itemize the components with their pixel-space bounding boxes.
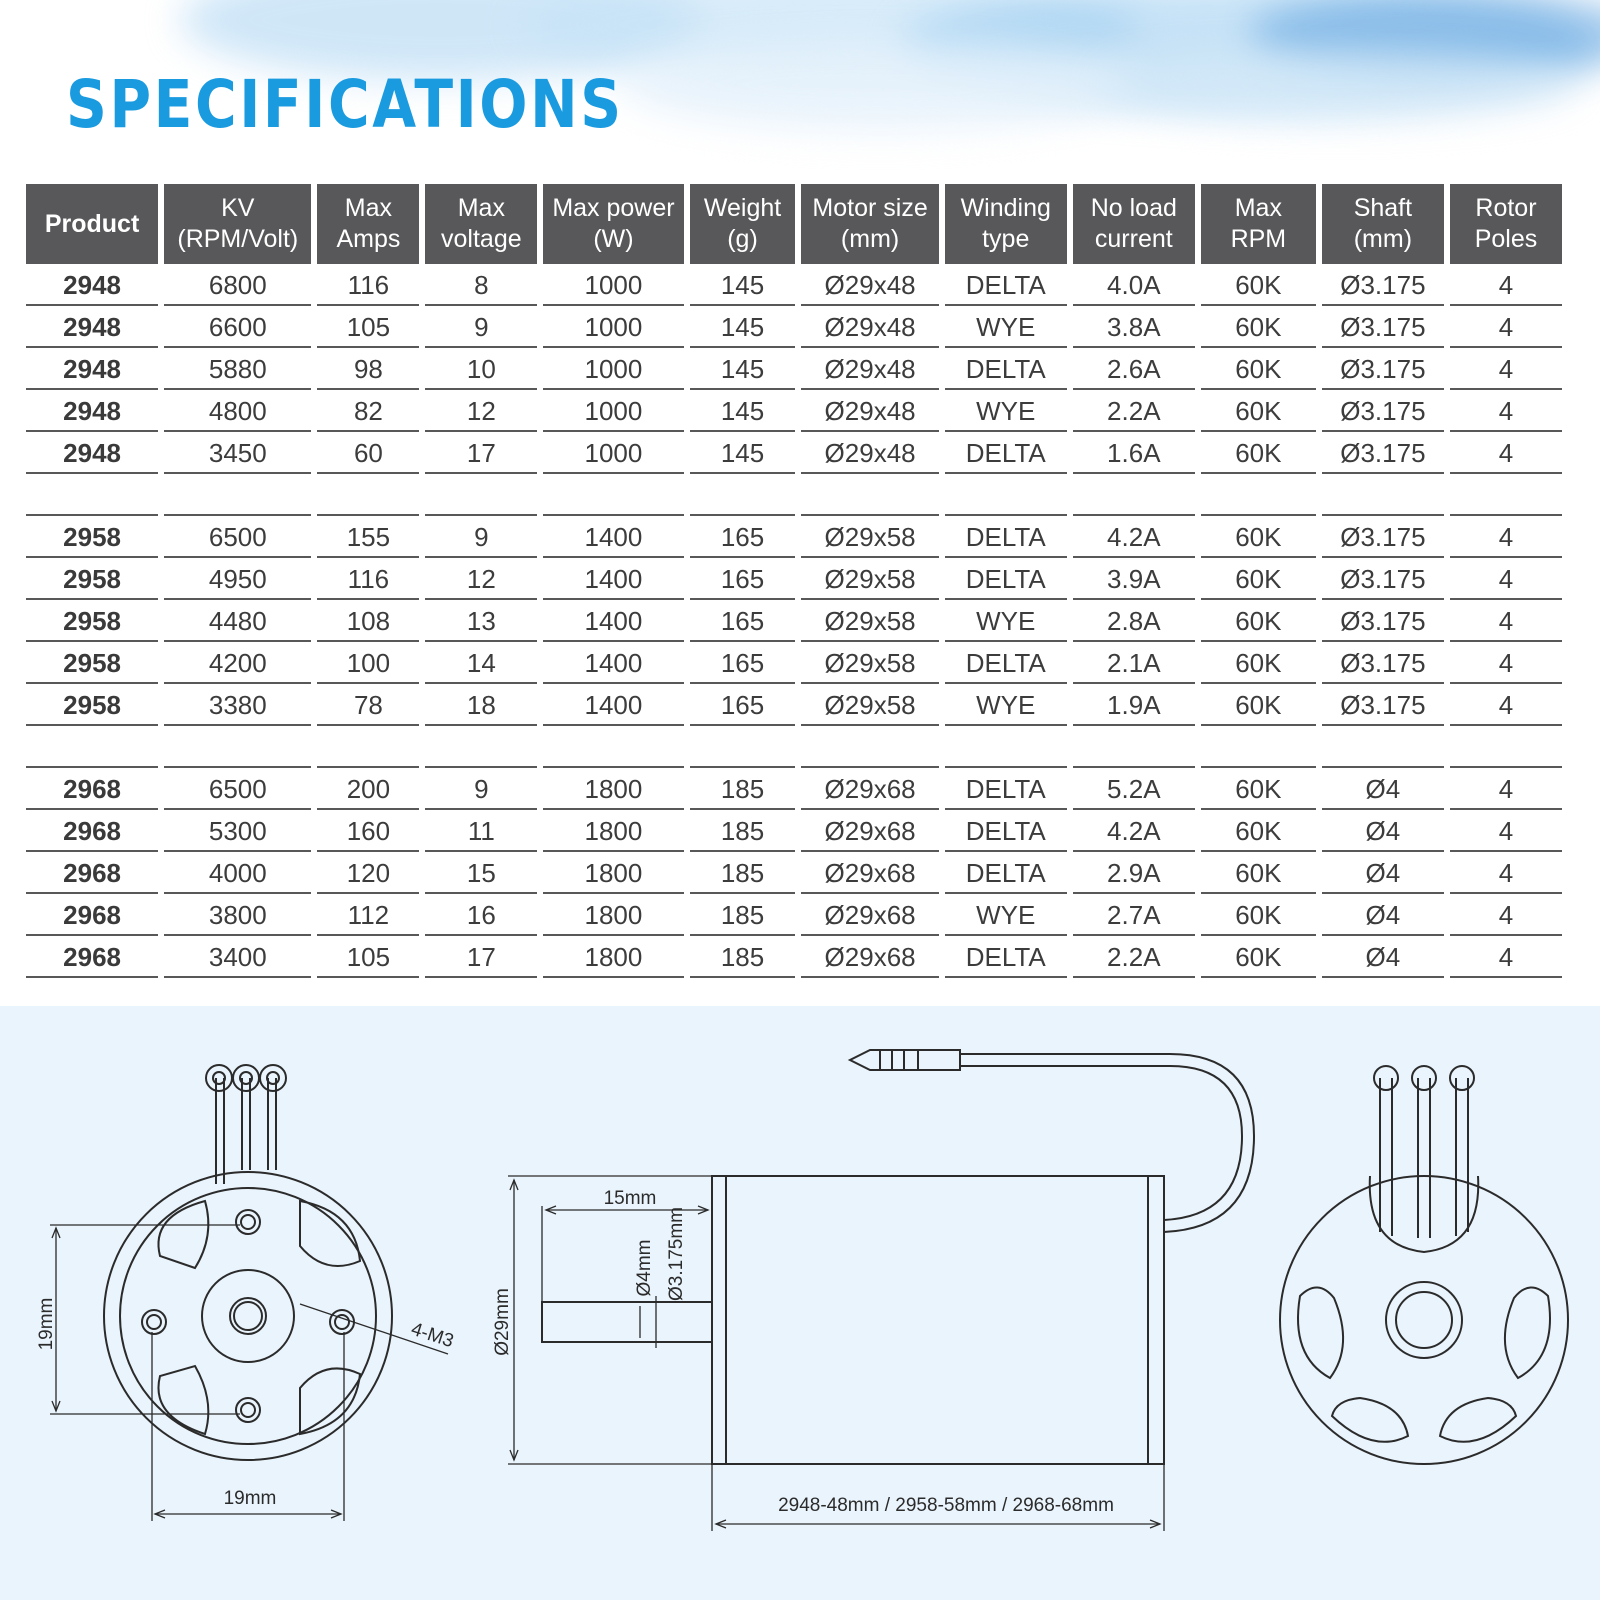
- spacer-cell: [1073, 474, 1195, 516]
- cell-rotor-poles: 4: [1450, 348, 1562, 390]
- cell-kv: 6800: [164, 264, 311, 306]
- cell-shaft: Ø3.175: [1322, 306, 1444, 348]
- cell-kv: 4200: [164, 642, 311, 684]
- spacer-cell: [317, 726, 419, 768]
- table-row: [26, 264, 1562, 306]
- cell-shaft: Ø4: [1322, 810, 1444, 852]
- table-row: [26, 894, 1562, 936]
- cell-winding-type: DELTA: [945, 516, 1067, 558]
- shaft-length-label: 15mm: [603, 1188, 657, 1209]
- cell-shaft: Ø3.175: [1322, 264, 1444, 306]
- cell-no-load-current: 2.1A: [1073, 642, 1195, 684]
- spacer-cell: [690, 726, 796, 768]
- cell-winding-type: WYE: [945, 600, 1067, 642]
- cell-max-power: 1800: [543, 810, 683, 852]
- table-row: [26, 936, 1562, 978]
- cell-motor-size: Ø29x58: [801, 684, 938, 726]
- cell-winding-type: DELTA: [945, 810, 1067, 852]
- cell-max-rpm: 60K: [1201, 642, 1316, 684]
- cell-kv: 5300: [164, 810, 311, 852]
- spacer-cell: [1450, 474, 1562, 516]
- cell-no-load-current: 5.2A: [1073, 768, 1195, 810]
- front-height-label: 19mm: [36, 1297, 57, 1351]
- cell-max-voltage: 17: [425, 936, 537, 978]
- cell-no-load-current: 3.8A: [1073, 306, 1195, 348]
- cell-max-voltage: 13: [425, 600, 537, 642]
- cell-shaft: Ø3.175: [1322, 558, 1444, 600]
- cell-motor-size: Ø29x68: [801, 810, 938, 852]
- cell-max-power: 1000: [543, 264, 683, 306]
- header-kv: KV (RPM/Volt): [164, 184, 311, 264]
- body-diameter-label: Ø29mm: [492, 1288, 513, 1356]
- cell-max-rpm: 60K: [1201, 810, 1316, 852]
- cell-kv: 3400: [164, 936, 311, 978]
- cell-winding-type: DELTA: [945, 264, 1067, 306]
- spacer-cell: [543, 474, 683, 516]
- cell-weight: 165: [690, 600, 796, 642]
- cell-no-load-current: 2.8A: [1073, 600, 1195, 642]
- cell-kv: 4800: [164, 390, 311, 432]
- cell-product: 2958: [26, 516, 158, 558]
- rear-view-drawing: [1280, 1066, 1568, 1464]
- cell-kv: 4950: [164, 558, 311, 600]
- header-weight: Weight (g): [690, 184, 796, 264]
- cell-max-voltage: 17: [425, 432, 537, 474]
- cell-kv: 5880: [164, 348, 311, 390]
- cell-max-amps: 98: [317, 348, 419, 390]
- spacer-cell: [945, 726, 1067, 768]
- cell-shaft: Ø4: [1322, 852, 1444, 894]
- spacer-cell: [801, 474, 938, 516]
- cell-product: 2948: [26, 264, 158, 306]
- cell-product: 2968: [26, 936, 158, 978]
- spacer-cell: [164, 474, 311, 516]
- cell-max-power: 1000: [543, 390, 683, 432]
- cell-kv: 4000: [164, 852, 311, 894]
- header-shaft: Shaft (mm): [1322, 184, 1444, 264]
- table-row: [26, 516, 1562, 558]
- cell-weight: 185: [690, 768, 796, 810]
- cell-rotor-poles: 4: [1450, 768, 1562, 810]
- cell-motor-size: Ø29x48: [801, 264, 938, 306]
- cell-kv: 3450: [164, 432, 311, 474]
- shaft-dia-small-label: Ø3.175mm: [666, 1207, 687, 1301]
- cell-max-power: 1000: [543, 348, 683, 390]
- cell-winding-type: DELTA: [945, 768, 1067, 810]
- cell-no-load-current: 4.0A: [1073, 264, 1195, 306]
- cell-rotor-poles: 4: [1450, 264, 1562, 306]
- cell-max-rpm: 60K: [1201, 516, 1316, 558]
- cell-max-amps: 108: [317, 600, 419, 642]
- cell-weight: 145: [690, 306, 796, 348]
- cell-max-amps: 120: [317, 852, 419, 894]
- header-rotor-poles: Rotor Poles: [1450, 184, 1562, 264]
- cell-product: 2958: [26, 642, 158, 684]
- cell-rotor-poles: 4: [1450, 810, 1562, 852]
- cell-motor-size: Ø29x58: [801, 516, 938, 558]
- cell-motor-size: Ø29x68: [801, 852, 938, 894]
- cell-no-load-current: 3.9A: [1073, 558, 1195, 600]
- cell-winding-type: WYE: [945, 684, 1067, 726]
- cell-weight: 145: [690, 390, 796, 432]
- cell-max-voltage: 9: [425, 516, 537, 558]
- cell-max-power: 1800: [543, 768, 683, 810]
- spacer-cell: [1201, 474, 1316, 516]
- shaft-dia-large-label: Ø4mm: [634, 1239, 655, 1297]
- spacer-cell: [1322, 726, 1444, 768]
- cell-shaft: Ø3.175: [1322, 348, 1444, 390]
- cell-max-rpm: 60K: [1201, 306, 1316, 348]
- cell-max-rpm: 60K: [1201, 768, 1316, 810]
- cell-max-amps: 105: [317, 306, 419, 348]
- cell-max-power: 1800: [543, 936, 683, 978]
- cell-product: 2968: [26, 852, 158, 894]
- cell-max-voltage: 12: [425, 558, 537, 600]
- cell-max-rpm: 60K: [1201, 558, 1316, 600]
- table-row: [26, 852, 1562, 894]
- cell-winding-type: DELTA: [945, 558, 1067, 600]
- cell-motor-size: Ø29x68: [801, 768, 938, 810]
- page-title: SPECIFICATIONS: [66, 66, 624, 143]
- cell-max-voltage: 18: [425, 684, 537, 726]
- cell-rotor-poles: 4: [1450, 684, 1562, 726]
- cell-no-load-current: 1.9A: [1073, 684, 1195, 726]
- technical-drawing-panel: [0, 1006, 1600, 1600]
- cell-shaft: Ø3.175: [1322, 642, 1444, 684]
- cell-kv: 6500: [164, 768, 311, 810]
- header-no-load-current: No load current: [1073, 184, 1195, 264]
- cell-max-voltage: 9: [425, 306, 537, 348]
- cell-rotor-poles: 4: [1450, 390, 1562, 432]
- cell-weight: 145: [690, 432, 796, 474]
- group-spacer-row: [26, 474, 1562, 516]
- header-winding-type: Winding type: [945, 184, 1067, 264]
- cell-winding-type: DELTA: [945, 642, 1067, 684]
- cell-max-power: 1400: [543, 558, 683, 600]
- spacer-cell: [945, 474, 1067, 516]
- cell-shaft: Ø4: [1322, 936, 1444, 978]
- cell-max-rpm: 60K: [1201, 432, 1316, 474]
- cell-max-amps: 155: [317, 516, 419, 558]
- cell-max-power: 1400: [543, 600, 683, 642]
- cell-no-load-current: 2.6A: [1073, 348, 1195, 390]
- cell-motor-size: Ø29x48: [801, 348, 938, 390]
- cell-motor-size: Ø29x48: [801, 390, 938, 432]
- spacer-cell: [801, 726, 938, 768]
- cell-max-rpm: 60K: [1201, 264, 1316, 306]
- cell-max-amps: 60: [317, 432, 419, 474]
- cell-max-amps: 100: [317, 642, 419, 684]
- cell-max-amps: 200: [317, 768, 419, 810]
- cell-max-amps: 116: [317, 558, 419, 600]
- cell-rotor-poles: 4: [1450, 516, 1562, 558]
- spacer-cell: [1073, 726, 1195, 768]
- cell-max-rpm: 60K: [1201, 852, 1316, 894]
- spacer-cell: [26, 726, 158, 768]
- cell-max-rpm: 60K: [1201, 684, 1316, 726]
- front-view-drawing: [50, 1065, 448, 1521]
- table-row: [26, 684, 1562, 726]
- cell-product: 2948: [26, 306, 158, 348]
- cell-weight: 185: [690, 810, 796, 852]
- cell-max-power: 1000: [543, 306, 683, 348]
- cell-motor-size: Ø29x58: [801, 642, 938, 684]
- cell-no-load-current: 2.2A: [1073, 390, 1195, 432]
- cell-max-power: 1400: [543, 516, 683, 558]
- cell-no-load-current: 2.2A: [1073, 936, 1195, 978]
- cell-max-power: 1800: [543, 852, 683, 894]
- cell-product: 2968: [26, 894, 158, 936]
- cell-kv: 6600: [164, 306, 311, 348]
- cell-weight: 165: [690, 558, 796, 600]
- cell-max-voltage: 15: [425, 852, 537, 894]
- cell-max-voltage: 8: [425, 264, 537, 306]
- table-row: [26, 390, 1562, 432]
- cell-motor-size: Ø29x68: [801, 894, 938, 936]
- cell-rotor-poles: 4: [1450, 642, 1562, 684]
- cell-rotor-poles: 4: [1450, 558, 1562, 600]
- cell-max-voltage: 9: [425, 768, 537, 810]
- spacer-cell: [1201, 726, 1316, 768]
- cell-max-amps: 112: [317, 894, 419, 936]
- cell-rotor-poles: 4: [1450, 432, 1562, 474]
- cell-product: 2948: [26, 390, 158, 432]
- cell-max-amps: 82: [317, 390, 419, 432]
- cell-winding-type: WYE: [945, 306, 1067, 348]
- cell-weight: 185: [690, 852, 796, 894]
- cell-max-amps: 160: [317, 810, 419, 852]
- cell-max-power: 1400: [543, 684, 683, 726]
- cell-product: 2958: [26, 600, 158, 642]
- cell-shaft: Ø3.175: [1322, 432, 1444, 474]
- spacer-cell: [26, 474, 158, 516]
- header-product: Product: [26, 184, 158, 264]
- cell-max-power: 1400: [543, 642, 683, 684]
- cell-kv: 4480: [164, 600, 311, 642]
- cell-motor-size: Ø29x48: [801, 306, 938, 348]
- table-row: [26, 642, 1562, 684]
- spacer-cell: [690, 474, 796, 516]
- cell-max-rpm: 60K: [1201, 936, 1316, 978]
- cell-max-voltage: 16: [425, 894, 537, 936]
- cell-max-amps: 105: [317, 936, 419, 978]
- spec-table: [20, 184, 1568, 978]
- cell-product: 2968: [26, 810, 158, 852]
- cell-kv: 6500: [164, 516, 311, 558]
- cell-weight: 145: [690, 348, 796, 390]
- cell-shaft: Ø4: [1322, 894, 1444, 936]
- technical-drawing: [0, 1006, 1600, 1600]
- cell-kv: 3380: [164, 684, 311, 726]
- cell-weight: 165: [690, 516, 796, 558]
- header-motor-size: Motor size (mm): [801, 184, 938, 264]
- side-view-drawing: [508, 1050, 1254, 1531]
- cell-max-rpm: 60K: [1201, 390, 1316, 432]
- cell-max-amps: 116: [317, 264, 419, 306]
- cell-max-rpm: 60K: [1201, 348, 1316, 390]
- cell-weight: 185: [690, 936, 796, 978]
- cell-no-load-current: 4.2A: [1073, 810, 1195, 852]
- header-max-voltage: Max voltage: [425, 184, 537, 264]
- cell-no-load-current: 1.6A: [1073, 432, 1195, 474]
- table-row: [26, 810, 1562, 852]
- cell-product: 2948: [26, 348, 158, 390]
- cell-max-rpm: 60K: [1201, 894, 1316, 936]
- cell-weight: 145: [690, 264, 796, 306]
- cell-motor-size: Ø29x48: [801, 432, 938, 474]
- cell-rotor-poles: 4: [1450, 600, 1562, 642]
- spacer-cell: [543, 726, 683, 768]
- cell-winding-type: DELTA: [945, 432, 1067, 474]
- table-row: [26, 768, 1562, 810]
- cell-max-amps: 78: [317, 684, 419, 726]
- cell-winding-type: DELTA: [945, 348, 1067, 390]
- cell-kv: 3800: [164, 894, 311, 936]
- cell-product: 2958: [26, 558, 158, 600]
- table-row: [26, 348, 1562, 390]
- cell-shaft: Ø4: [1322, 768, 1444, 810]
- cell-shaft: Ø3.175: [1322, 684, 1444, 726]
- cell-weight: 165: [690, 642, 796, 684]
- cell-max-power: 1000: [543, 432, 683, 474]
- table-header-row: [26, 184, 1562, 264]
- cell-shaft: Ø3.175: [1322, 516, 1444, 558]
- table-row: [26, 558, 1562, 600]
- cell-rotor-poles: 4: [1450, 936, 1562, 978]
- body-lengths-label: 2948-48mm / 2958-58mm / 2968-68mm: [778, 1495, 1114, 1516]
- cell-product: 2958: [26, 684, 158, 726]
- spec-table-body: [26, 264, 1562, 978]
- cell-no-load-current: 4.2A: [1073, 516, 1195, 558]
- cell-product: 2948: [26, 432, 158, 474]
- cell-max-voltage: 11: [425, 810, 537, 852]
- cell-rotor-poles: 4: [1450, 852, 1562, 894]
- table-row: [26, 306, 1562, 348]
- cell-shaft: Ø3.175: [1322, 390, 1444, 432]
- cell-no-load-current: 2.7A: [1073, 894, 1195, 936]
- table-row: [26, 432, 1562, 474]
- table-row: [26, 600, 1562, 642]
- spacer-cell: [164, 726, 311, 768]
- cell-winding-type: WYE: [945, 894, 1067, 936]
- spacer-cell: [425, 474, 537, 516]
- front-width-label: 19mm: [223, 1488, 277, 1509]
- cell-motor-size: Ø29x68: [801, 936, 938, 978]
- cell-motor-size: Ø29x58: [801, 558, 938, 600]
- spacer-cell: [1322, 474, 1444, 516]
- cell-max-voltage: 14: [425, 642, 537, 684]
- cell-max-voltage: 10: [425, 348, 537, 390]
- cell-max-voltage: 12: [425, 390, 537, 432]
- cell-no-load-current: 2.9A: [1073, 852, 1195, 894]
- header-max-rpm: Max RPM: [1201, 184, 1316, 264]
- spacer-cell: [425, 726, 537, 768]
- cell-weight: 185: [690, 894, 796, 936]
- cell-max-power: 1800: [543, 894, 683, 936]
- spacer-cell: [317, 474, 419, 516]
- header-max-amps: Max Amps: [317, 184, 419, 264]
- cell-product: 2968: [26, 768, 158, 810]
- cell-weight: 165: [690, 684, 796, 726]
- motor-leads-front: [206, 1065, 286, 1184]
- group-spacer-row: [26, 726, 1562, 768]
- header-max-power: Max power (W): [543, 184, 683, 264]
- cell-max-rpm: 60K: [1201, 600, 1316, 642]
- cell-winding-type: DELTA: [945, 936, 1067, 978]
- cell-rotor-poles: 4: [1450, 306, 1562, 348]
- cell-winding-type: WYE: [945, 390, 1067, 432]
- cell-shaft: Ø3.175: [1322, 600, 1444, 642]
- cell-motor-size: Ø29x58: [801, 600, 938, 642]
- cell-winding-type: DELTA: [945, 852, 1067, 894]
- screw-holes-label: 4-M3: [408, 1318, 457, 1353]
- spacer-cell: [1450, 726, 1562, 768]
- cell-rotor-poles: 4: [1450, 894, 1562, 936]
